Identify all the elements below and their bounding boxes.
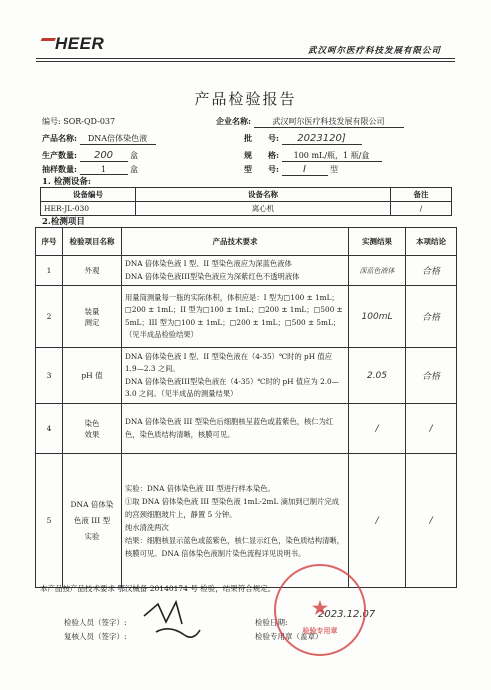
header-rule-thin [36, 61, 455, 62]
item-row [36, 348, 457, 404]
spec-field-label: 规 格: [244, 150, 279, 160]
logo-text: HEER [55, 34, 105, 53]
items-header-cell: 本项结论 [406, 228, 457, 256]
equipment-note: / [391, 202, 452, 216]
spec-field [244, 150, 382, 162]
company-stamp [274, 564, 366, 656]
item-requirement: DNA 倍体染色液 III 型染色后细胞核呈蓝色或蓝紫色，核仁为红色，染色质结构清晰，核膜可见。 [122, 404, 349, 454]
item-no: 5 [36, 454, 63, 588]
item-conclusion: 合格 [406, 348, 457, 404]
equipment-section-title: 1. 检测设备: [42, 177, 91, 187]
item-name: 装量 测定 [63, 286, 122, 348]
company-field [216, 116, 404, 128]
product-field-value: DNA倍体染色液 [80, 133, 156, 145]
report-code: 编号: SOR-QD-037 [42, 117, 116, 126]
inspector-label: 检验人员（签字）: [64, 618, 127, 627]
quantity-field-label: 生产数量: [42, 150, 77, 160]
equipment-header-cell: 备注 [391, 188, 452, 202]
item-requirement: 用量筒测量每一瓶的实际体积，体积应是：I 型为□100 ± 1mL；□200 ± 1mL；II 型为□100 ± 1mL；□200 ± 1mL；□500 ± 5mL；III 型为□100 ± 1mL；□200 ± 1mL；□500 ± 5mL；（见半成品检验结果） [122, 286, 349, 348]
equipment-table [40, 187, 452, 216]
quantity-field-unit: 盒 [130, 151, 139, 160]
header-company: 武汉呵尔医疗科技发展有限公司 [307, 46, 441, 56]
equipment-id: HER-JL-030 [41, 202, 136, 216]
item-name: DNA 倍体染 色液 III 型 实验 [63, 454, 122, 588]
item-conclusion: 合格 [406, 286, 457, 348]
item-no: 2 [36, 286, 63, 348]
model-field [244, 164, 338, 176]
company-logo [39, 34, 104, 54]
model-field-unit: 型 [330, 165, 339, 174]
logo-swoosh-icon [36, 38, 56, 51]
model-field-label: 型 号: [244, 164, 279, 174]
conformity-statement: 本产品按产品技术要求 鄂汉械备 20140174 号 检验，结果符合规定。 [40, 584, 276, 593]
quantity-field [42, 150, 138, 162]
company-field-label: 企业名称: [216, 116, 251, 126]
items-header-cell: 产品技术要求 [122, 228, 349, 256]
sample-field-value: 1 [80, 165, 128, 175]
seal-label: 检验专用章（盖章） [255, 632, 323, 641]
item-requirement: 实验：DNA 倍体染色液 III 型进行样本染色。 ①取 DNA 倍体染色液 III 型染色液 1mL-2mL 滴加到已制片完成的宫颈细胞玻片上，静置 5 分钟。 纯水清洗两次 结果：细胞核显示蓝色或蓝紫色，核仁显示红色，染色质结构清晰，核膜可见。DNA 倍体染色液制片染色流程详见说明书。 [122, 454, 349, 588]
items-header-cell: 实测结果 [349, 228, 406, 256]
company-field-value: 武汉呵尔医疗科技发展有限公司 [254, 116, 404, 128]
item-result: / [349, 454, 406, 588]
equipment-header-row [41, 188, 452, 202]
item-row [36, 286, 457, 348]
equipment-header-cell: 设备名称 [136, 188, 391, 202]
equipment-header-cell: 设备编号 [41, 188, 136, 202]
model-field-value: I [282, 164, 328, 176]
header-rule [36, 58, 455, 59]
date-value: 2023.12.07 [318, 609, 376, 620]
item-row [36, 256, 457, 286]
sample-field-unit: 盒 [130, 165, 139, 174]
items-header-cell: 检验项目名称 [63, 228, 122, 256]
batch-field [244, 133, 362, 145]
stamp-star-icon: ★ [311, 598, 329, 619]
batch-field-label: 批 号: [244, 133, 279, 143]
reviewer-label: 复核人员（签字）: [64, 632, 127, 641]
item-requirement: DNA 倍体染色液 I 型、II 型染色液在（4-35）℃时的 pH 值应 1.9—2.3 之间。 DNA 倍体染色液III型染色液在（4-35）℃时的 pH 值应为 2.0—3.0 之间。（见半成品的测量结果） [122, 348, 349, 404]
item-conclusion: 合格 [406, 256, 457, 286]
spec-field-value: 100 mL/瓶，1 瓶/盒 [282, 150, 382, 162]
item-no: 1 [36, 256, 63, 286]
product-field-label: 产品名称: [42, 133, 77, 143]
equipment-name: 离心机 [136, 202, 391, 216]
item-result: 2.05 [349, 348, 406, 404]
item-result: 深蓝色液体 [349, 256, 406, 286]
items-header-row [36, 228, 457, 256]
stamp-text: 检验专用章 [302, 626, 338, 635]
report-title: 产品检验报告 [194, 90, 297, 108]
date-label: 检验日期: [255, 618, 288, 627]
item-result: 100mL [349, 286, 406, 348]
item-name: 染色 效果 [63, 404, 122, 454]
items-header-cell: 序号 [36, 228, 63, 256]
items-section-title: 2.检测项目 [42, 217, 85, 227]
item-row [36, 404, 457, 454]
item-row [36, 454, 457, 588]
signature-image [136, 596, 206, 646]
item-conclusion: / [406, 404, 457, 454]
product-field [42, 133, 156, 145]
item-no: 4 [36, 404, 63, 454]
sample-field [42, 164, 138, 175]
items-table [35, 227, 457, 588]
equipment-row [41, 202, 452, 216]
item-name: 外观 [63, 256, 122, 286]
item-no: 3 [36, 348, 63, 404]
item-name: pH 值 [63, 348, 122, 404]
sample-field-label: 抽样数量: [42, 164, 77, 174]
batch-field-value: 2023120] [282, 133, 362, 145]
quantity-field-value: 200 [80, 150, 128, 162]
item-result: / [349, 404, 406, 454]
item-conclusion: / [406, 454, 457, 588]
item-requirement: DNA 倍体染色液 I 型、II 型染色液应为深蓝色液体 DNA 倍体染色液III型染色液应为深紫红色不透明液体 [122, 256, 349, 286]
